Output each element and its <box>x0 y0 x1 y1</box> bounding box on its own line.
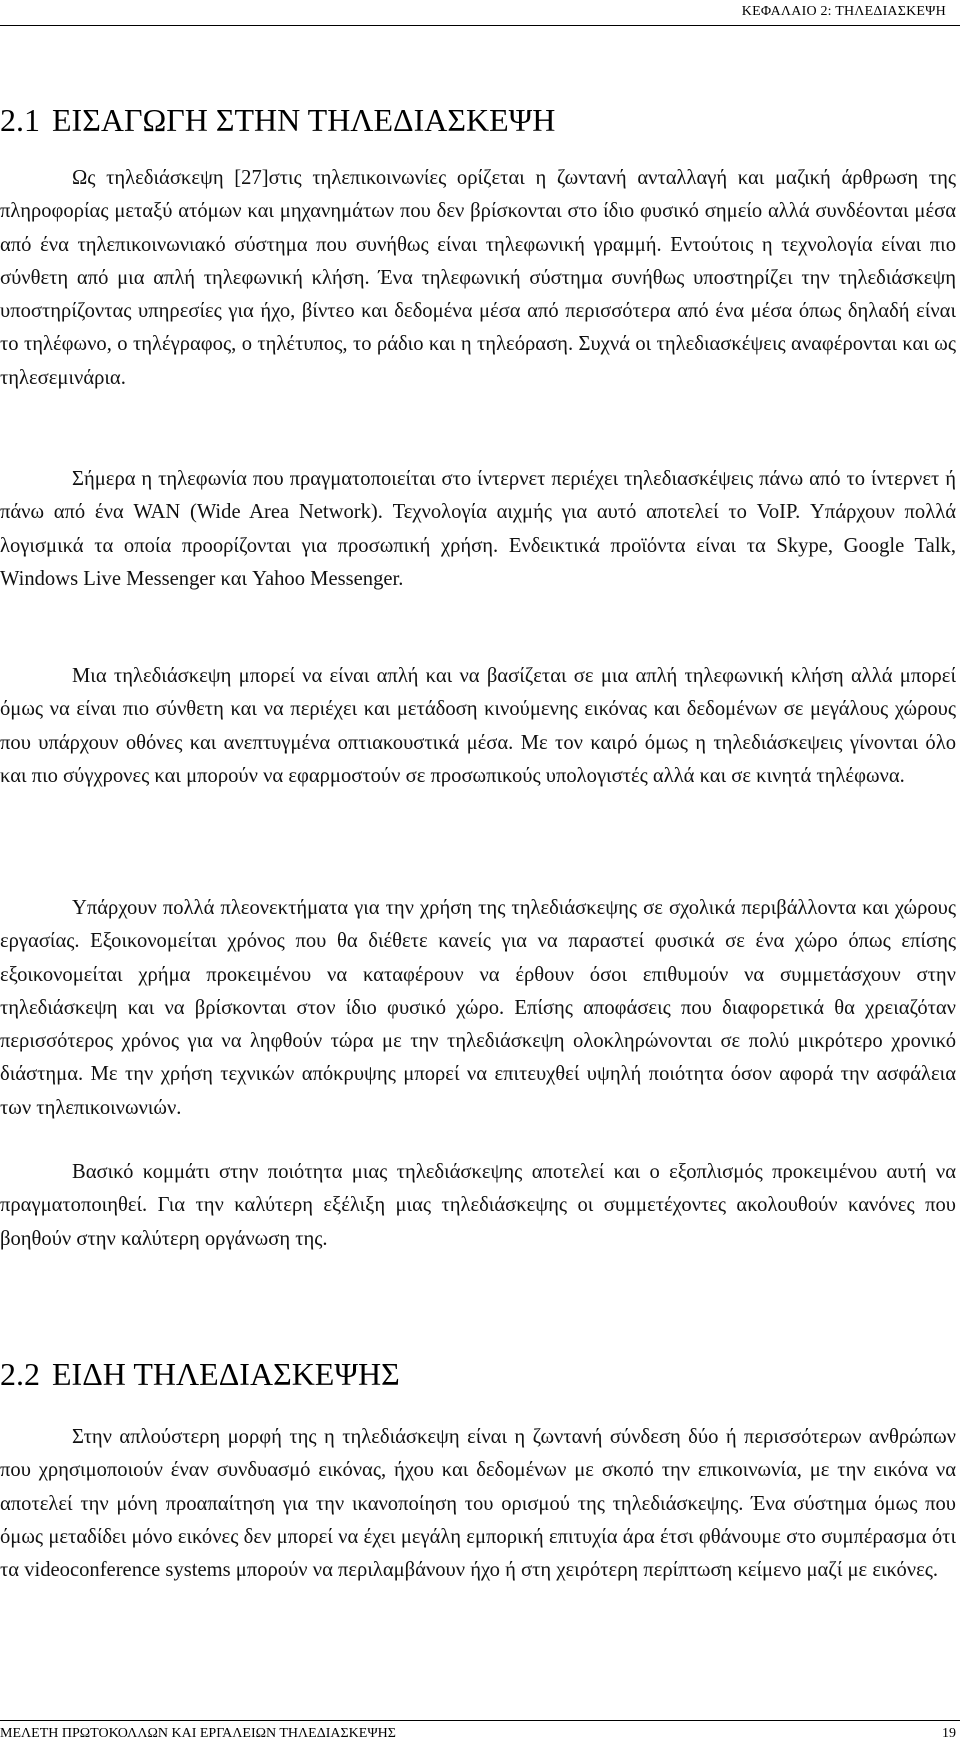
paragraph: Μια τηλεδιάσκεψη μπορεί να είναι απλή και να βασίζεται σε μια απλή τηλεφωνική κλήση αλλά μπορεί όμως να είναι πιο σύνθετη και να περιέχει και μετάδοση κινούμενης εικόνας και δεδομένων σε μεγάλους χώρους που υπάρχουν οθόνες και ανεπτυγμένα οπτιακουστικά μέσα. Με τον καιρό όμως η τηλεδιάσκεψεις γίνονται όλο και πιο σύγχρονες και μπορούν να εφαρμοστούν σε προσωπικούς υπολογιστές αλλά και σε κινητά τηλέφωνα. <box>0 665 956 787</box>
section-title: ΕΙΣΑΓΩΓΗ ΣΤΗΝ ΤΗΛΕΔΙΑΣΚΕΨΗ <box>52 102 556 138</box>
header-rule <box>0 25 960 26</box>
section-number: 2.2 <box>0 1356 40 1392</box>
paragraph: Ως τηλεδιάσκεψη [27]στις τηλεπικοινωνίες ορίζεται η ζωντανή ανταλλαγή και μαζική άρθρωση της πληροφορίας μεταξύ ατόμων και μηχανημάτων που δεν βρίσκονται στο ίδιο φυσικό σημείο αλλά συνδέονται μέσα από ένα τηλεπικοινωνιακό σύστημα που συνήθως είναι τηλεφωνική γραμμή. Εντούτοις η τεχνολογία είναι πιο σύνθετη από μια απλή τηλεφωνική κλήση. Ένα τηλεφωνική σύστημα συνήθως υποστηρίζει την τηλεδιάσκεψη υποστηρίζοντας υπηρεσίες για ήχο, βίντεο και δεδομένα μέσα από περισσότερα από ένα μέσα όπως δηλαδή είναι το τηλέφωνο, ο τηλέγραφος, ο τηλέτυπος, το ράδιο και η τηλεόραση. Συχνά οι τηλεδιασκέψεις αναφέρονται και ως τηλεσεμινάρια. <box>0 167 956 389</box>
running-header: ΚΕΦΑΛΑΙΟ 2: ΤΗΛΕΔΙΑΣΚΕΨΗ <box>741 4 946 19</box>
paragraph: Σήμερα η τηλεφωνία που πραγματοποιείται στο ίντερνετ περιέχει τηλεδιασκέψεις πάνω από το ίντερνετ ή πάνω από ένα WAN (Wide Area Network). Τεχνολογία αιχμής για αυτό αποτελεί το VoIP. Υπάρχουν πολλά λογισμικά τα οποία προορίζονται για προσωπική χρήση. Ενδεικτικά προϊόντα είναι τα Skype, Google Talk, Windows Live Messenger και Yahoo Messenger. <box>0 468 956 590</box>
paragraph: Στην απλούστερη μορφή της η τηλεδιάσκεψη είναι η ζωντανή σύνδεση δύο ή περισσότερων ανθρώπων που χρησιμοποιούν έναν συνδυασμό εικόνας, ήχου και δεδομένων με σκοπό την επικοινωνία, με την εικόνα να αποτελεί την μόνη προαπαίτηση για την ικανοποίηση του ορισμού της τηλεδιάσκεψης. Ένα σύστημα όμως που όμως μεταδίδει μόνο εικόνες δεν μπορεί να έχει μεγάλη εμπορική επιτυχία άρα έτσι φθάνουμε στο συμπέρασμα ότι τα videoconference systems μπορούν να περιλαμβάνουν ήχο ή στη χειρότερη περίπτωση κείμενο μαζί με εικόνες. <box>0 1426 956 1582</box>
page-number: 19 <box>942 1726 956 1741</box>
section-heading-2-1 <box>0 102 960 139</box>
footer-rule <box>0 1720 960 1721</box>
running-footer: ΜΕΛΕΤΗ ΠΡΩΤΟΚΟΛΛΩΝ ΚΑΙ ΕΡΓΑΛΕΙΩΝ ΤΗΛΕΔΙΑΣΚΕΨΗΣ <box>0 1726 396 1741</box>
paragraph: Υπάρχουν πολλά πλεονεκτήματα για την χρήση της τηλεδιάσκεψης σε σχολικά περιβάλλοντα και χώρους εργασίας. Εξοικονομείται χρόνος που θα διέθετε κανείς για να παραστεί φυσικά σε ένα χώρο όπως επίσης εξοικονομείται χρήμα προκειμένου να καταφέρουν να έρθουν όσοι επιθυμούν να συμμετάσχουν στην τηλεδιάσκεψη και να βρίσκονται στον ίδιο φυσικό χώρο. Επίσης αποφάσεις που διαφορετικά θα χρειαζόταν περισσότερος χρόνος για να ληφθούν τώρα με την τηλεδιάσκεψη ολοκληρώνονται σε πολύ μικρότερο χρονικό διάστημα. Με την χρήση τεχνικών απόκρυψης μπορεί να επιτευχθεί υψηλή ποιότητα όσον αφορά την ασφάλεια των τηλεπικοινωνιών. <box>0 897 956 1119</box>
section-number: 2.1 <box>0 102 40 138</box>
section-title: ΕΙΔΗ ΤΗΛΕΔΙΑΣΚΕΨΗΣ <box>52 1356 400 1392</box>
paragraph: Βασικό κομμάτι στην ποιότητα μιας τηλεδιάσκεψης αποτελεί και ο εξοπλισμός προκειμένου αυτή να πραγματοποιηθεί. Για την καλύτερη εξέλιξη μιας τηλεδιάσκεψης οι συμμετέχοντες ακολουθούν κανόνες που βοηθούν στην καλύτερη οργάνωση της. <box>0 1161 956 1250</box>
section-heading-2-2 <box>0 1356 960 1393</box>
